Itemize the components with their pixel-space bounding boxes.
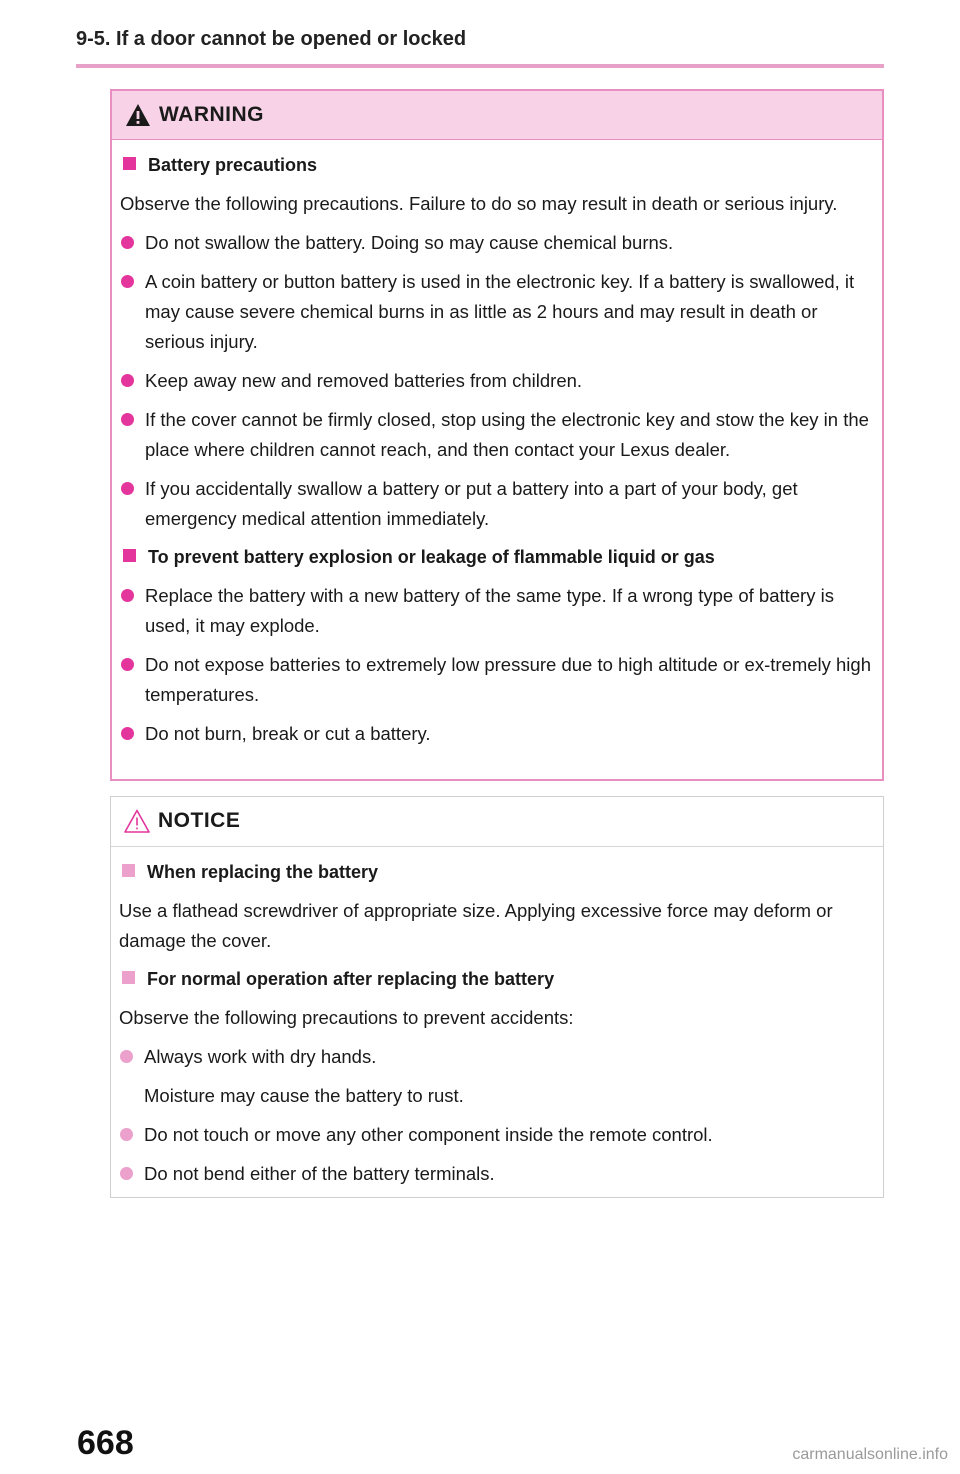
circle-bullet-icon — [121, 727, 134, 740]
list-item: Do not swallow the battery. Doing so may cause chemical burns. — [120, 228, 872, 258]
circle-bullet-icon — [121, 374, 134, 387]
notice-triangle-icon — [123, 808, 151, 834]
circle-bullet-icon — [121, 482, 134, 495]
warning-title: WARNING — [159, 103, 264, 126]
circle-bullet-icon — [120, 1128, 133, 1141]
circle-bullet-icon — [120, 1050, 133, 1063]
page-number: 668 — [77, 1424, 134, 1462]
list-item: Keep away new and removed batteries from children. — [120, 366, 872, 396]
circle-bullet-icon — [121, 275, 134, 288]
paragraph: Observe the following precautions to prevent accidents: — [119, 1007, 574, 1028]
square-bullet-icon — [123, 157, 136, 170]
circle-bullet-icon — [121, 413, 134, 426]
circle-bullet-icon — [120, 1167, 133, 1180]
list-item: Replace the battery with a new battery of the same type. If a wrong type of battery is used, it may explode. — [120, 581, 872, 641]
list-item: If the cover cannot be firmly closed, stop using the electronic key and stow the key in the place where children cannot reach, and then contact your Lexus dealer. — [120, 405, 872, 465]
list-item: Always work with dry hands. — [119, 1042, 873, 1072]
subheading-replacing-battery: When replacing the battery — [119, 858, 873, 886]
circle-bullet-icon — [121, 589, 134, 602]
notice-header — [111, 797, 883, 847]
square-bullet-icon — [122, 864, 135, 877]
list-item: Do not touch or move any other component inside the remote control. — [119, 1120, 873, 1150]
subheading-normal-operation: For normal operation after replacing the battery — [119, 965, 873, 993]
notice-box — [110, 796, 884, 1198]
list-item: Do not bend either of the battery terminals. — [119, 1159, 873, 1189]
watermark: carmanualsonline.info — [792, 1446, 948, 1463]
circle-bullet-icon — [121, 236, 134, 249]
list-item: If you accidentally swallow a battery or put a battery into a part of your body, get emergency medical attention immediately. — [120, 474, 872, 534]
list-item: Do not expose batteries to extremely low pressure due to high altitude or ex-tremely high temperatures. — [120, 650, 872, 710]
circle-bullet-icon — [121, 658, 134, 671]
subheading-battery-explosion: To prevent battery explosion or leakage of flammable liquid or gas — [120, 543, 872, 571]
warning-box — [110, 89, 884, 781]
square-bullet-icon — [123, 549, 136, 562]
paragraph: Use a flathead screwdriver of appropriate size. Applying excessive force may deform or damage the cover. — [119, 900, 833, 951]
warning-triangle-icon — [124, 102, 152, 128]
paragraph: Observe the following precautions. Failure to do so may result in death or serious injury. — [120, 193, 838, 214]
list-item: Do not burn, break or cut a battery. — [120, 719, 872, 749]
section-title: 9-5. If a door cannot be opened or locked — [76, 28, 467, 50]
bullet-note: Moisture may cause the battery to rust. — [144, 1085, 464, 1106]
warning-header — [112, 91, 882, 140]
list-item: A coin battery or button battery is used in the electronic key. If a battery is swallowed, it may cause severe chemical burns in as little as 2 hours and may result in death or serious injury. — [120, 267, 872, 357]
subheading-battery-precautions: Battery precautions — [120, 151, 872, 179]
header-divider — [76, 64, 884, 68]
square-bullet-icon — [122, 971, 135, 984]
notice-title: NOTICE — [158, 809, 241, 832]
